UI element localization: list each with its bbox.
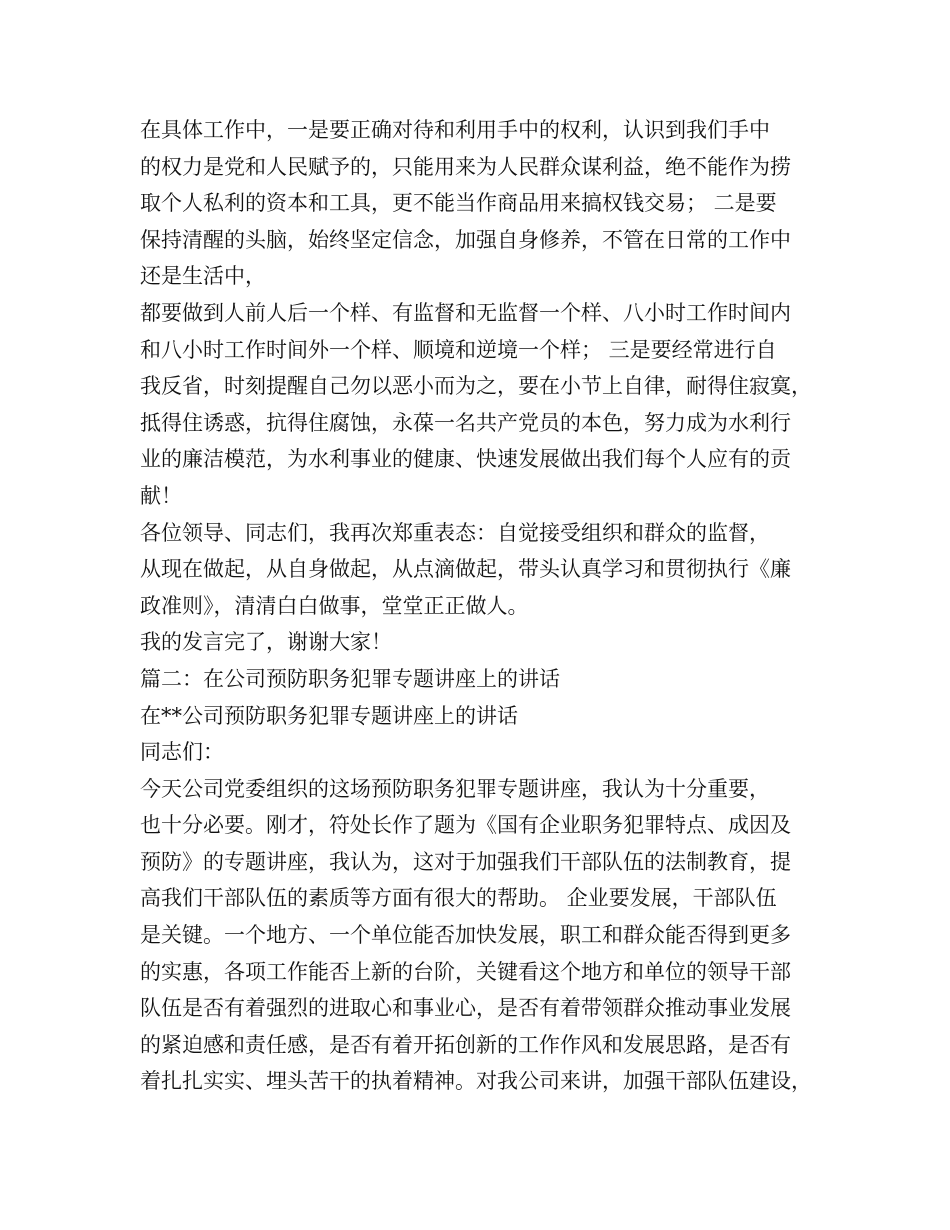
text-line: 我的发言完了，谢谢大家！ — [140, 630, 392, 655]
text-line: 政准则》，清清白白做事，堂堂正正做人。 — [140, 593, 529, 618]
section-heading: 篇二：在公司预防职务犯罪专题讲座上的讲话 — [140, 666, 560, 691]
text-line: 的权力是党和人民赋予的，只能用来为人民群众谋利益，绝不能作为捞 — [140, 154, 791, 179]
text-line: 是关键。一个地方、一个单位能否加快发展，职工和群众能否得到更多 — [140, 923, 791, 948]
text-line: 也十分必要。刚才，符处长作了题为《国有企业职务犯罪特点、成因及 — [140, 813, 791, 838]
speech-title: 在**公司预防职务犯罪专题讲座上的讲话 — [140, 703, 518, 728]
text-line: 都要做到人前人后一个样、有监督和无监督一个样、八小时工作时间内 — [140, 300, 791, 325]
text-line: 队伍是否有着强烈的进取心和事业心，是否有着带领群众推动事业发展 — [140, 996, 791, 1021]
text-line: 的实惠，各项工作能否上新的台阶，关键看这个地方和单位的领导干部 — [140, 959, 791, 984]
text-line: 高我们干部队伍的素质等方面有很大的帮助。 企业要发展，干部队伍 — [140, 886, 777, 911]
text-line: 我反省，时刻提醒自己勿以恶小而为之，要在小节上自律，耐得住寂寞， — [140, 374, 812, 399]
text-line: 在具体工作中，一是要正确对待和利用手中的权利，认识到我们手中 — [140, 118, 770, 142]
text-line: 保持清醒的头脑，始终坚定信念，加强自身修养，不管在日常的工作中 — [140, 227, 791, 252]
text-line: 从现在做起，从自身做起，从点滴做起，带头认真学习和贯彻执行《廉 — [140, 557, 791, 582]
text-line: 抵得住诱惑，抗得住腐蚀，永葆一名共产党员的本色，努力成为水利行 — [140, 410, 791, 435]
text-line: 还是生活中， — [140, 264, 266, 289]
text-line: 取个人私利的资本和工具，更不能当作商品用来搞权钱交易； 二是要 — [140, 191, 777, 216]
text-line: 献！ — [140, 483, 182, 508]
text-line: 今天公司党委组织的这场预防职务犯罪专题讲座，我认为十分重要， — [140, 776, 770, 801]
text-line: 的紧迫感和责任感，是否有着开拓创新的工作作风和发展思路，是否有 — [140, 1032, 791, 1057]
text-line: 和八小时工作时间外一个样、顺境和逆境一个样； 三是要经常进行自 — [140, 337, 777, 362]
salutation: 同志们： — [140, 740, 224, 765]
document-body — [140, 112, 830, 1100]
text-line: 预防》的专题讲座，我认为，这对于加强我们干部队伍的法制教育，提 — [140, 849, 791, 874]
text-line: 业的廉洁模范，为水利事业的健康、快速发展做出我们每个人应有的贡 — [140, 447, 791, 472]
text-line: 着扎扎实实、埋头苦干的执着精神。对我公司来讲，加强干部队伍建设， — [140, 1069, 812, 1094]
text-line: 各位领导、同志们，我再次郑重表态：自觉接受组织和群众的监督， — [140, 520, 770, 545]
